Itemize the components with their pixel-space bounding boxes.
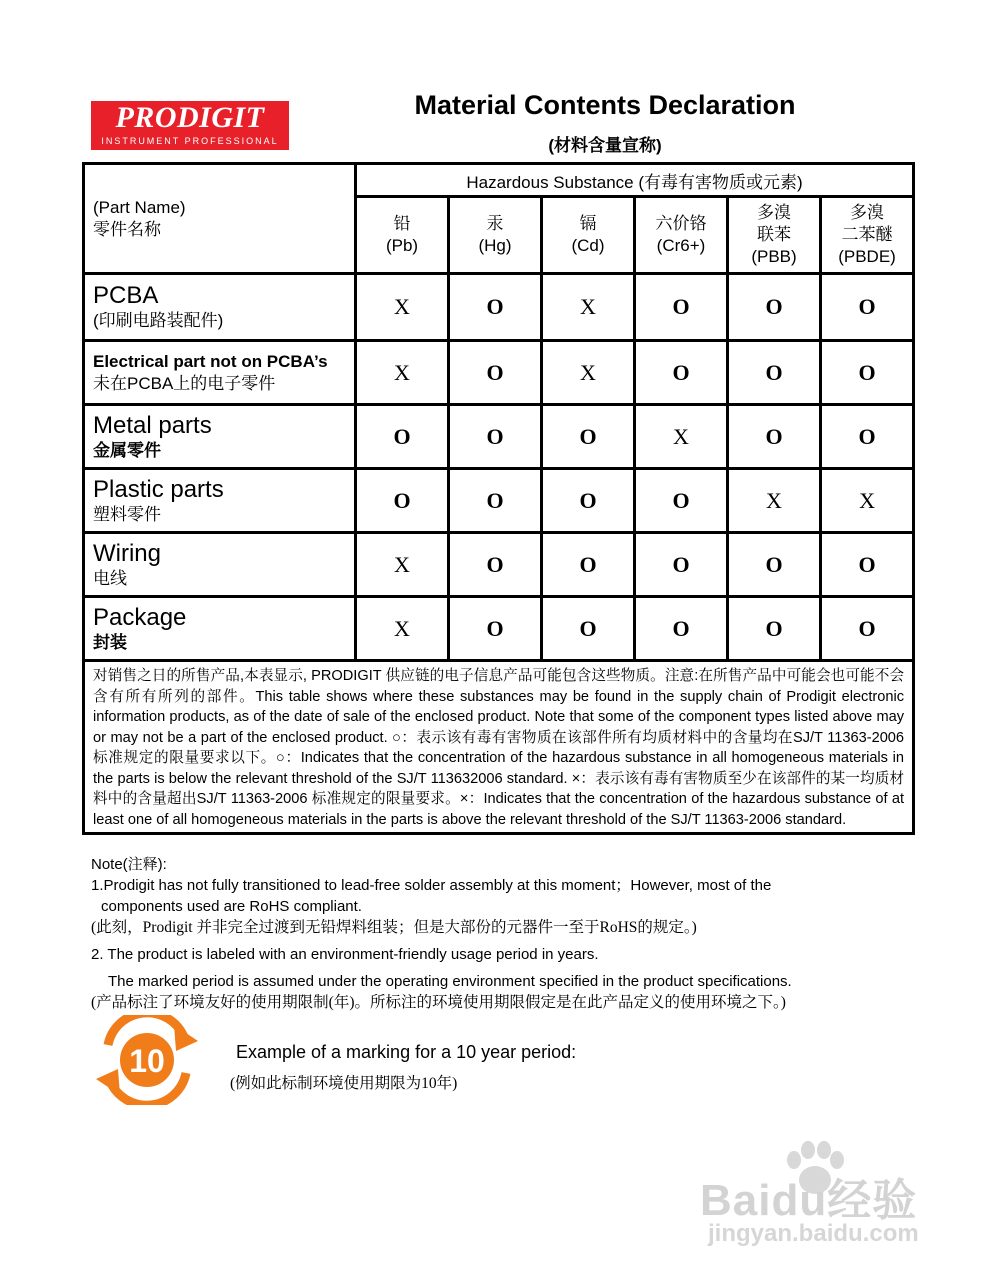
mark-cell: O xyxy=(728,533,821,597)
note-1-line-2: components used are RoHS compliant. xyxy=(101,898,362,915)
mark-cell: O xyxy=(821,405,914,469)
page-subtitle: (材料含量宣称) xyxy=(548,136,662,155)
mark-cell: X xyxy=(356,341,449,405)
logo-brand: PRODIGIT xyxy=(115,101,265,134)
row-label: PCBA (印刷电路装配件) xyxy=(84,274,356,341)
mark-cell: O xyxy=(542,469,635,533)
mark-cell: O xyxy=(728,597,821,661)
mark-cell: O xyxy=(635,469,728,533)
mark-cell: O xyxy=(356,405,449,469)
mark-cell: O xyxy=(635,341,728,405)
mark-cell: O xyxy=(449,341,542,405)
prodigit-logo xyxy=(91,101,289,150)
hazardous-substance-header: Hazardous Substance (有毒有害物质或元素) xyxy=(356,164,914,197)
example-text: Example of a marking for a 10 year period: xyxy=(236,1042,577,1062)
watermark-url: jingyan.baidu.com xyxy=(708,1220,919,1247)
mark-cell: X xyxy=(821,469,914,533)
table-row xyxy=(84,597,914,661)
part-name-header-cn: 零件名称 xyxy=(93,219,161,239)
part-name-header xyxy=(84,164,356,274)
part-name-header-en: (Part Name) xyxy=(93,197,186,217)
note-2-detail: The marked period is assumed under the operating environment specified in the product specifications. xyxy=(108,973,792,990)
mark-cell: O xyxy=(449,274,542,341)
mark-cell: X xyxy=(728,469,821,533)
table-row xyxy=(84,533,914,597)
column-header: 多溴 二苯醚 (PBDE) xyxy=(821,197,914,274)
mark-cell: O xyxy=(449,597,542,661)
note-2: 2. The product is labeled with an environment-friendly usage period in years. xyxy=(91,946,599,963)
mark-cell: O xyxy=(635,533,728,597)
example-text-cn: (例如此标制环境使用期限为10年) xyxy=(230,1075,458,1092)
mark-cell: O xyxy=(449,405,542,469)
column-header: 多溴 联苯 (PBB) xyxy=(728,197,821,274)
notes-section xyxy=(91,854,911,1013)
column-header: 六价铬 (Cr6+) xyxy=(635,197,728,274)
mark-cell: O xyxy=(542,597,635,661)
mark-cell: X xyxy=(356,533,449,597)
eco-period-number: 10 xyxy=(129,1043,165,1079)
table-row xyxy=(84,341,914,405)
mark-cell: O xyxy=(449,469,542,533)
note-1-line-1: 1.Prodigit has not fully transitioned to lead-free solder assembly at this moment；However, most of the xyxy=(91,877,772,894)
mark-cell: O xyxy=(542,533,635,597)
column-header: 铅 (Pb) xyxy=(356,197,449,274)
table-row xyxy=(84,405,914,469)
mark-cell: X xyxy=(356,597,449,661)
logo-subtitle: INSTRUMENT PROFESSIONAL xyxy=(101,136,279,146)
row-label: Wiring 电线 xyxy=(84,533,356,597)
row-label: Metal parts 金属零件 xyxy=(84,405,356,469)
table-row xyxy=(84,469,914,533)
mark-cell: O xyxy=(728,274,821,341)
row-label: Package 封装 xyxy=(84,597,356,661)
mark-cell: O xyxy=(821,274,914,341)
mark-cell: X xyxy=(542,341,635,405)
table-footnote: 对销售之日的所售产品,本表显示, PRODIGIT 供应链的电子信息产品可能包含这些物质。注意:在所售产品中可能会也可能不会含有所有所列的部件。This table shows where these substances may be found in the supply chain of Prodigit electronic information products, as of the date of sale of the enclosed product. Note that some of the component types listed above may or may not be a part of the enclosed product. ○：表示该有毒有害物质在该部件所有均质材料中的含量均在SJ/T 11363-2006 标准规定的限量要求以下。○：Indicates that the concentration of the hazardous substance in all homogeneous materials in the parts is below the relevant threshold of the SJ/T 113632006 standard. ×：表示该有毒有害物质至少在该部件的某一均质材料中的含量超出SJ/T 11363-2006 标准规定的限量要求。×：Indicates that the concentration of the hazardous substance of at least one of all homogeneous materials in the parts is above the relevant threshold of the SJ/T 11363-2006 standard. xyxy=(84,661,914,834)
mark-cell: X xyxy=(635,405,728,469)
mark-cell: O xyxy=(728,405,821,469)
mark-cell: O xyxy=(821,341,914,405)
column-header: 汞 (Hg) xyxy=(449,197,542,274)
mark-cell: X xyxy=(356,274,449,341)
mark-cell: O xyxy=(635,274,728,341)
mark-cell: O xyxy=(356,469,449,533)
page-title: Material Contents Declaration xyxy=(414,90,796,120)
column-header: 镉 (Cd) xyxy=(542,197,635,274)
mark-cell: O xyxy=(821,533,914,597)
row-label: Electrical part not on PCBA’s 未在PCBA上的电子零件 xyxy=(84,341,356,405)
mark-cell: O xyxy=(449,533,542,597)
notes-heading: Note(注释): xyxy=(91,856,167,873)
mark-cell: O xyxy=(728,341,821,405)
mark-cell: X xyxy=(542,274,635,341)
eco-period-icon xyxy=(92,1015,202,1105)
table-row xyxy=(84,274,914,341)
note-1-cn: (此刻，Prodigit 并非完全过渡到无铅焊料组装；但是大部份的元器件一至于RoHS的规定。) xyxy=(91,919,697,936)
baidu-watermark xyxy=(700,1140,940,1260)
note-2-cn: (产品标注了环境友好的使用期限制(年)。所标注的环境使用期限假定是在此产品定义的使用环境之下。) xyxy=(91,994,786,1011)
declaration-table xyxy=(82,162,915,835)
row-label: Plastic parts 塑料零件 xyxy=(84,469,356,533)
mark-cell: O xyxy=(635,597,728,661)
mark-cell: O xyxy=(542,405,635,469)
mark-cell: O xyxy=(821,597,914,661)
watermark-text: Baidu经验 xyxy=(700,1176,918,1225)
